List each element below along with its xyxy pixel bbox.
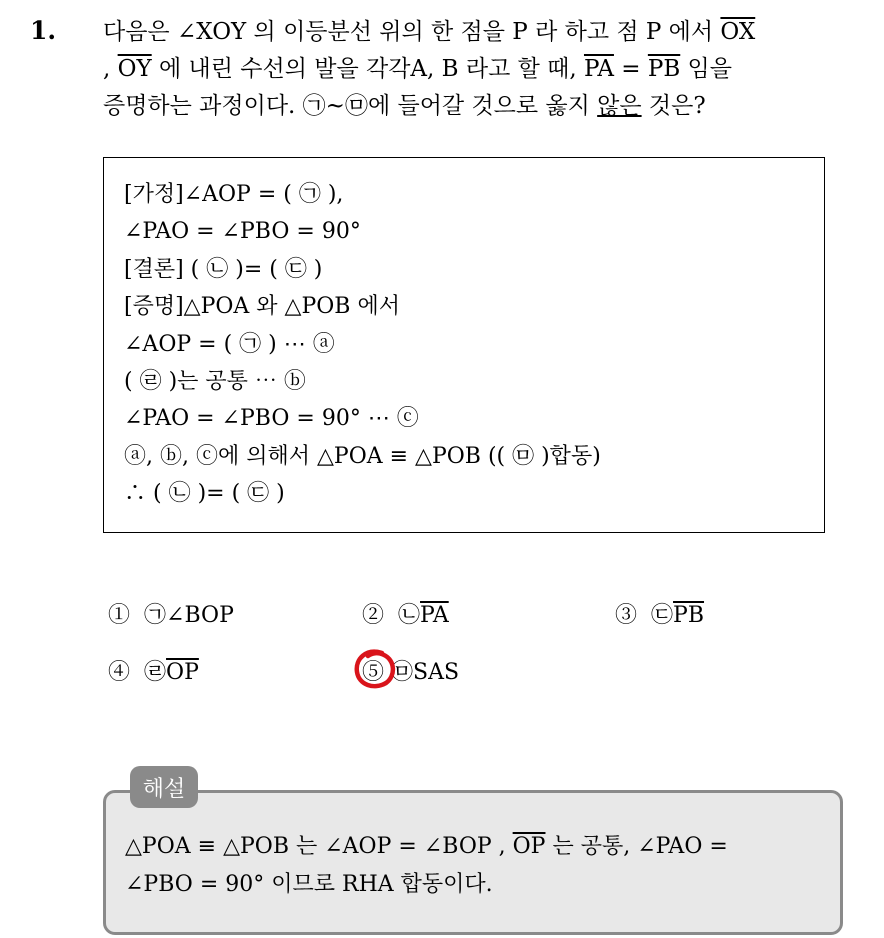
proof-lines	[124, 176, 601, 513]
question-line-2: , $\overline{OY}$ 에 내린 수선의 발을 각각A, B 라고 할 때, $\overline{PA} = \overline{PB}$ 임을	[103, 56, 732, 82]
proof-line: [증명]△POA 와 △POB 에서	[124, 294, 400, 320]
choice-2[interactable]: ② $㉡\overline{PA}$	[362, 603, 449, 628]
explanation-line-1: △POA ≡ △POB 는 ∠AOP = ∠BOP , $\overline{OP}$ 는 공통, ∠PAO =	[125, 834, 728, 859]
proof-line: ⓐ, ⓑ, ⓒ에 의해서 △POA ≡ △POB (( ㉤ )합동)	[124, 443, 601, 469]
question-line-3: 증명하는 과정이다. ㉠~㉤에 들어갈 것으로 옳지 않은 것은?	[103, 93, 706, 119]
proof-line: ∠AOP = ( ㉠ ) ⋯ ⓐ	[124, 331, 335, 357]
proof-box	[103, 157, 825, 533]
explanation-line-2: ∠PBO = 90° 이므로 RHA 합동이다.	[125, 872, 493, 897]
choice-1[interactable]: ① ㉠∠BOP	[108, 603, 234, 628]
question-text	[103, 14, 863, 125]
question-line-1: 다음은 ∠XOY 의 이등분선 위의 한 점을 P 라 하고 점 P 에서 $\overline{OX}$	[103, 19, 756, 45]
proof-line: ∴ ( ㉡ )= ( ㉢ )	[124, 481, 285, 507]
explanation-tab: 해설	[130, 766, 198, 808]
answer-circle-stroke	[357, 652, 393, 686]
choice-4[interactable]: ④ $㉣\overline{OP}$	[108, 660, 199, 685]
choice-5[interactable]: ⑤ ㉤SAS	[362, 660, 460, 685]
proof-line: ∠PAO = ∠PBO = 90° ⋯ ⓒ	[124, 406, 419, 432]
proof-line: [결론] ( ㉡ )= ( ㉢ )	[124, 256, 323, 282]
choice-3[interactable]: ③ $㉢\overline{PB}$	[615, 603, 705, 628]
explanation-text	[125, 828, 823, 904]
answer-circle-mark	[352, 647, 398, 691]
proof-line: ∠PAO = ∠PBO = 90°	[124, 219, 361, 245]
question-number: 1.	[30, 16, 57, 45]
proof-line: ( ㉣ )는 공통 ⋯ ⓑ	[124, 369, 306, 395]
proof-line: [가정]∠AOP = ( ㉠ ),	[124, 182, 344, 207]
